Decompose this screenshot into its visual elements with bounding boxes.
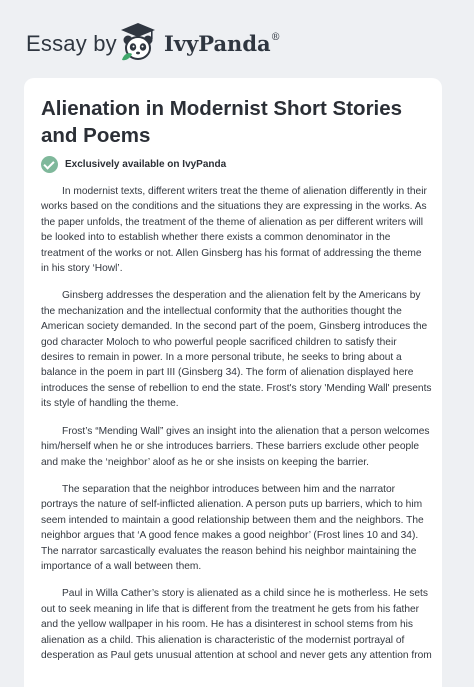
paragraph: Frost’s “Mending Wall” gives an insight into the alienation that a person welcomes him/herself when he or she introduces barriers. These barriers exclude other people and make the ‘neighbor’ aloof as he or she insists on keeping the barrier. (41, 425, 430, 468)
ivypanda-logo-icon[interactable] (118, 20, 158, 64)
essay-by-label: Essay by (26, 31, 117, 56)
paragraph: Paul in Willa Cather’s story is alienated as a child since he is motherless. He sets out to seek meaning in life that is different from the treatment he gets from his father and the yellow wallpaper in his room. He has a disinterest in school stems from his alienation as a child. This alienation is characteristic of the modernist portrayal of desperation as Paul gets unusual attention at school and never gets any attention from (41, 588, 432, 661)
paragraph: The separation that the neighbor introduces between him and the narrator portrays the nature of self-inflicted alienation. A person puts up barriers, which to him seem intended to maintain a good relationship between them and the neighbors. The neighbor argues that ‘A good fence makes a good neighbor’ (Frost lines 10 and 34). The narrator sarcastically evaluates the reason behind his neighbor maintaining the importance of a wall between them. (41, 483, 424, 572)
brand-text: IvyPanda (164, 31, 271, 56)
availability-text: Exclusively available on IvyPanda (65, 158, 227, 170)
essay-body (41, 184, 432, 675)
paragraph: Ginsberg addresses the desperation and the alienation felt by the Americans by the mechanization and the intellectual conformity that the authorities thought the American society demanded. In the second part of the poem, Ginsberg introduces the god character Moloch to who powerful people sacrificed children to satisfy their desires to remain in power. In a more personal tribute, he seeks to bring about a balance in the poem in part III (Ginsberg 34). The form of alienation displayed here introduces the sense of rebellion to end the state. Frost's story 'Mending Wall' presents its style of handling the theme. (41, 290, 432, 410)
site-header (0, 0, 474, 80)
availability-badge (41, 155, 226, 173)
paragraph: In modernist texts, different writers treat the theme of alienation differently in their works based on the conditions and the situations they are expressing in the works. As the paper unfolds, the treatment of the theme of alienation as per different writers will be looked into to establish whether there exists a common denominator in the treatment of the works or not. Allen Ginsberg has his format of addressing the theme in his story ‘Howl’. (41, 186, 427, 275)
essay-card (24, 78, 442, 687)
essay-title: Alienation in Modernist Short Stories and Poems (41, 97, 403, 147)
brand-name[interactable] (164, 31, 281, 56)
registered-mark: ® (270, 32, 281, 43)
check-circle-icon (41, 156, 58, 173)
